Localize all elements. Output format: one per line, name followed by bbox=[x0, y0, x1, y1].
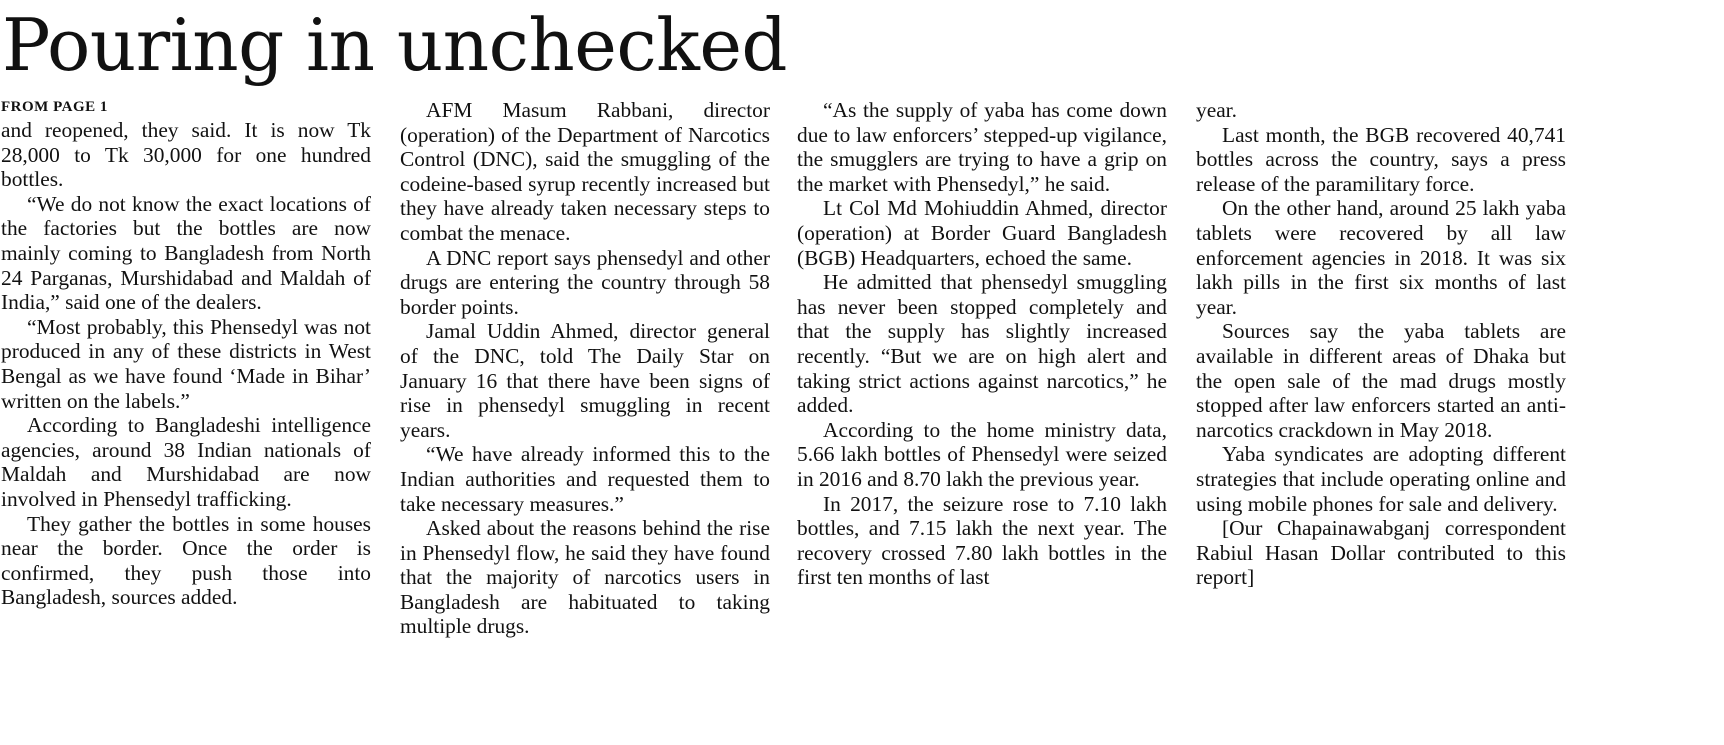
paragraph: Lt Col Md Mohiuddin Ahmed, director (operation) at Border Guard Bangladesh (BGB) Headquarters, echoed the same. bbox=[797, 196, 1167, 270]
article-column-4 bbox=[1196, 98, 1566, 590]
paragraph: According to the home ministry data, 5.66 lakh bottles of Phensedyl were seized in 2016 and 8.70 lakh the previous year. bbox=[797, 417, 1167, 491]
paragraph: “We have already informed this to the Indian authorities and requested them to take necessary measures.” bbox=[400, 442, 770, 516]
article-column-3 bbox=[797, 98, 1167, 590]
paragraph: Yaba syndicates are adopting different strategies that include operating online and using mobile phones for sale and delivery. bbox=[1196, 442, 1566, 516]
paragraph: Last month, the BGB recovered 40,741 bottles across the country, says a press release of the paramilitary force. bbox=[1196, 122, 1566, 196]
paragraph: [Our Chapainawabganj correspondent Rabiul Hasan Dollar contributed to this report] bbox=[1196, 516, 1566, 590]
paragraph: “Most probably, this Phensedyl was not produced in any of these districts in West Bengal as we have found ‘Made in Bihar’ written on the labels.” bbox=[1, 314, 371, 413]
paragraph: According to Bangladeshi intelligence agencies, around 38 Indian nationals of Maldah and Murshidabad are now involved in Phensedyl trafficking. bbox=[1, 413, 371, 511]
continued-from-label: FROM PAGE 1 bbox=[1, 99, 108, 115]
paragraph: “As the supply of yaba has come down due to law enforcers’ stepped-up vigilance, the smugglers are trying to have a grip on the market with Phensedyl,” he said. bbox=[797, 98, 1167, 196]
paragraph: A DNC report says phensedyl and other drugs are entering the country through 58 border points. bbox=[400, 245, 770, 319]
paragraph: “We do not know the exact locations of the factories but the bottles are now mainly coming to Bangladesh from North 24 Parganas, Murshidabad and Maldah of India,” said one of the dealers. bbox=[1, 191, 371, 315]
paragraph: Sources say the yaba tablets are available in different areas of Dhaka but the open sale of the mad drugs mostly stopped after law enforcers started an anti-narcotics crackdown in May 2018. bbox=[1196, 319, 1566, 442]
article-column-1 bbox=[1, 98, 371, 610]
paragraph: They gather the bottles in some houses near the border. Once the order is confirmed, they push those into Bangladesh, sources added. bbox=[1, 511, 371, 610]
paragraph: Jamal Uddin Ahmed, director general of the DNC, told The Daily Star on January 16 that there have been signs of rise in phensedyl smuggling in recent years. bbox=[400, 319, 770, 442]
paragraph: and reopened, they said. It is now Tk 28,000 to Tk 30,000 for one hundred bottles. bbox=[1, 118, 371, 192]
article-column-2 bbox=[400, 98, 770, 639]
paragraph: In 2017, the seizure rose to 7.10 lakh bottles, and 7.15 lakh the next year. The recovery crossed 7.80 lakh bottles in the first ten months of last bbox=[797, 491, 1167, 590]
headline: Pouring in unchecked bbox=[2, 3, 788, 87]
paragraph: He admitted that phensedyl smuggling has never been stopped completely and that the supply has slightly increased recently. “But we are on high alert and taking strict actions against narcotics,” he added. bbox=[797, 270, 1167, 418]
paragraph: On the other hand, around 25 lakh yaba tablets were recovered by all law enforcement agencies in 2018. It was six lakh pills in the first six months of last year. bbox=[1196, 196, 1566, 319]
paragraph: year. bbox=[1196, 98, 1237, 122]
paragraph: AFM Masum Rabbani, director (operation) of the Department of Narcotics Control (DNC), said the smuggling of the codeine-based syrup recently increased but they have already taken necessary steps to combat the menace. bbox=[400, 98, 770, 245]
paragraph: Asked about the reasons behind the rise in Phensedyl flow, he said they have found that the majority of narcotics users in Bangladesh are habituated to taking multiple drugs. bbox=[400, 516, 770, 639]
